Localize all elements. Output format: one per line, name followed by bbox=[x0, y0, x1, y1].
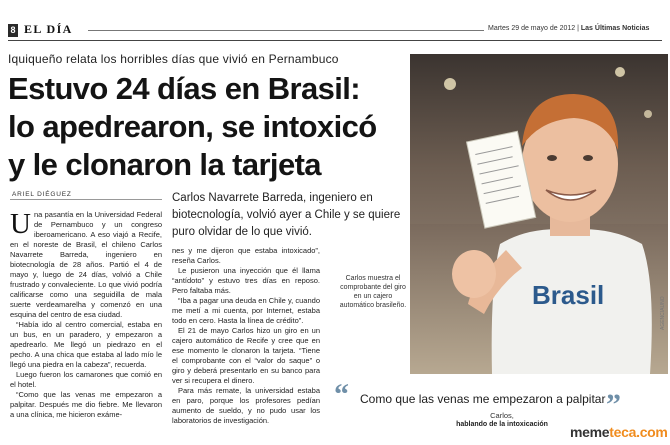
watermark-part-2: teca.com bbox=[609, 424, 668, 440]
close-quote-mark: ” bbox=[606, 388, 621, 421]
drop-cap: U bbox=[10, 208, 31, 240]
lede: Carlos Navarrete Barreda, ingeniero en biotecnología, volvió ayer a Chile y se quiere puro olvidar de lo que vivió. bbox=[172, 192, 401, 238]
kicker: Iquiqueño relata los horribles días que vivió en Pernambuco bbox=[8, 52, 339, 66]
photo-caption: Carlos muestra el comprobante del giro en un cajero automático brasileño. bbox=[339, 275, 407, 309]
headline-line-2: lo apedrearon, se intoxicó bbox=[8, 109, 377, 144]
body-paragraph: “Como que las venas me empezaron a palpitar. Después me dio fiebre. Me llevaron a una clínica, me hicieron exáme- bbox=[10, 390, 162, 419]
body-paragraph: El 21 de mayo Carlos hizo un giro en un cajero automático de Recife y cree que en ese momento le clonaron la tarjeta. “Tiene el comprobante con el “valor do saque” o giro y deberá presentarlo en su banco para ver si recupera el dinero. bbox=[172, 326, 320, 385]
header-rule bbox=[88, 30, 484, 31]
article-column-1 bbox=[10, 210, 162, 420]
continuation-paragraph: nes y me dijeron que estaba intoxicado”, reseña Carlos. bbox=[172, 246, 320, 265]
issue-date: Martes 29 de mayo de 2012 bbox=[488, 25, 576, 32]
watermark-part-1: meme bbox=[570, 424, 610, 440]
body-paragraph: Le pusieron una inyección que él llama “antídoto” y estuvo tres días en reposo. Pero faltaba más. bbox=[172, 266, 320, 295]
byline: ARIEL DIÉGUEZ bbox=[12, 191, 72, 198]
issue-date-line bbox=[488, 25, 649, 32]
first-paragraph-text: na pasantía en la Universidad Federal de Pernambuco y un congreso iberoamericano. A eso viajó a Recife, en el noreste de Brasil, el chileno Carlos Navarrete Barreda, ingeniero en biotecnología de 28 años. Partió el 4 de mayo y, luego de 24 días, volvió a Chile frustrado y convaleciente. Lo que vivió podría calificarse como una seguidilla de mala suerte verdeamarelha y comenzó en una esquina del centro de esa ciudad. bbox=[10, 210, 162, 319]
first-paragraph bbox=[10, 210, 162, 320]
body-paragraph: “Había ido al centro comercial, estaba en un bus, en un paradero, y empezaron a apedrearlo. Me llegó un piedrazo en el pecho. A una chica que estaba al lado mío le llegó una piedra en la cabeza”, recuerda. bbox=[10, 320, 162, 369]
quote-author: Carlos, bbox=[490, 411, 514, 420]
photo-illustration bbox=[410, 54, 668, 374]
open-quote-mark: “ bbox=[334, 378, 349, 411]
pull-quote: Como que las venas me empezaron a palpitar bbox=[360, 392, 606, 406]
section-title: EL DÍA bbox=[24, 22, 73, 36]
watermark-logo bbox=[570, 424, 668, 440]
body-paragraph: Para más remate, la universidad estaba en paro, porque los profesores pedían aumento de sueldo, y no pudo usar los laboratorios de investigación. bbox=[172, 386, 320, 425]
article-column-2 bbox=[172, 246, 320, 426]
page-number: 8 bbox=[8, 24, 18, 37]
article-photo bbox=[410, 54, 668, 374]
body-paragraph: “Iba a pagar una deuda en Chile y, cuando me metí a mi cuenta, por Internet, estaba todo en cero. Hasta la línea de crédito”. bbox=[172, 296, 320, 325]
date-separator: | bbox=[575, 25, 581, 32]
body-paragraph: Luego fueron los camarones que comió en el hotel. bbox=[10, 370, 162, 389]
publication-name: Las Últimas Noticias bbox=[580, 25, 650, 32]
headline bbox=[8, 70, 408, 184]
shirt-text: Brasil bbox=[532, 280, 605, 310]
headline-line-3: y le clonaron la tarjeta bbox=[8, 147, 321, 182]
byline-divider bbox=[10, 199, 162, 200]
photo-credit: AGENCIAUNO bbox=[660, 296, 666, 330]
quote-context: hablando de la intoxicación bbox=[456, 421, 548, 428]
headline-line-1: Estuvo 24 días en Brasil: bbox=[8, 71, 360, 106]
header-divider bbox=[8, 40, 662, 41]
